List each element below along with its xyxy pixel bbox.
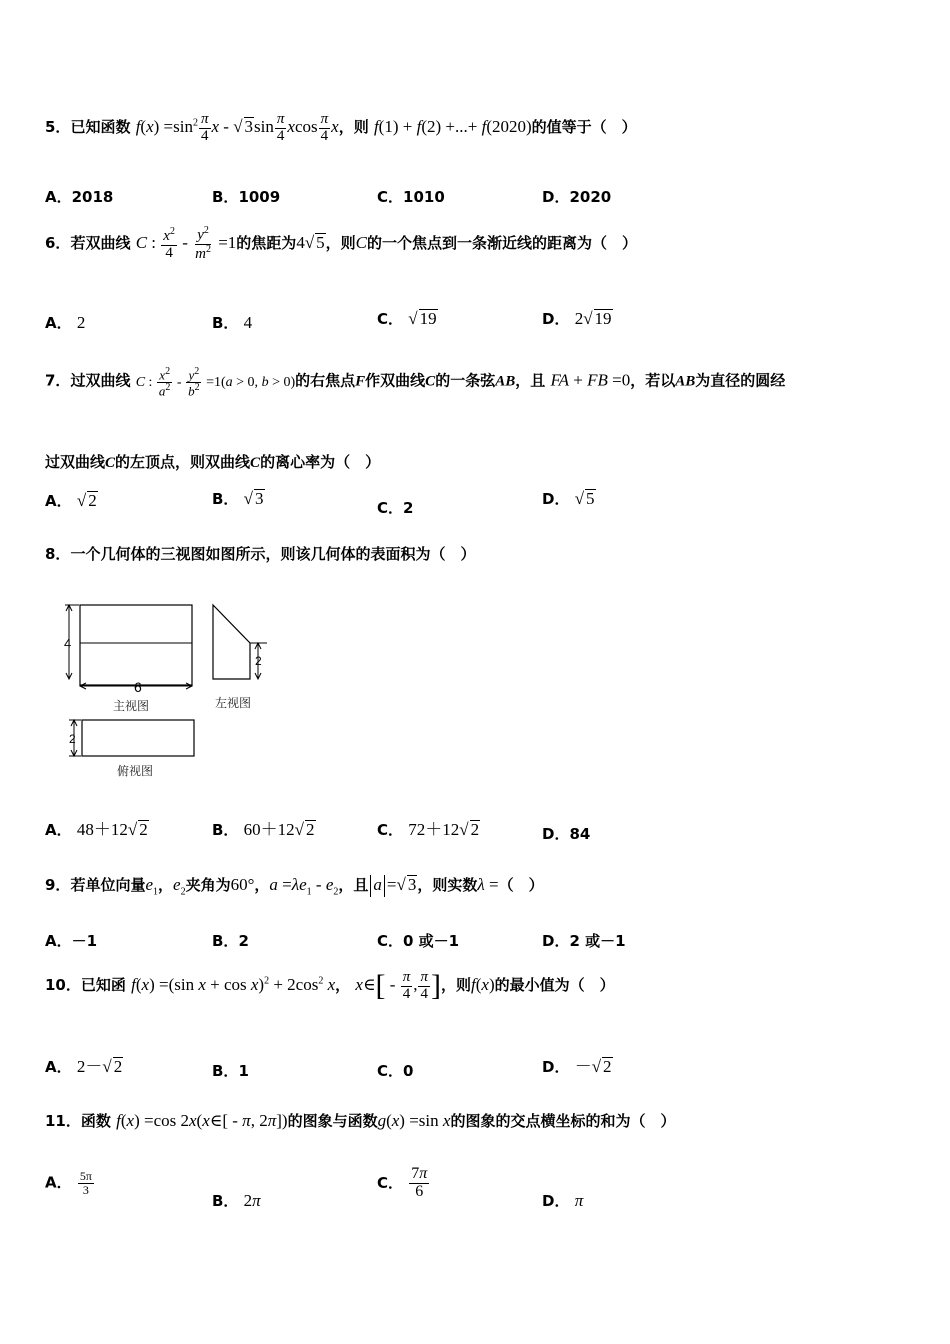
option-b[interactable]: B． 60＋12√ 2	[212, 820, 315, 839]
question-text: 的右焦点	[295, 371, 356, 390]
question-5	[45, 112, 637, 145]
formula: f(x) =cos 2x(x∈[ - π, 2π])	[116, 1111, 288, 1130]
option-d[interactable]: D．2 或－1	[542, 932, 626, 950]
formula: $e_2$	[173, 875, 186, 898]
option-c[interactable]: C．0 或－1	[377, 932, 460, 950]
formula: C : $\frac{x^2}{4}$ - $\frac{y^2}{m^2}$ =1	[135, 225, 237, 262]
three-view-diagram	[55, 595, 285, 785]
formula: f(x) =(sin $x + \cos x)^2 + 2\cos^2$ x	[131, 975, 336, 995]
option-a[interactable]: A． $\frac{5\pi}{3}$	[45, 1169, 92, 1197]
option-c[interactable]: C． $\frac{7\pi}{6}$	[377, 1165, 428, 1200]
question-number: 11．	[45, 1112, 81, 1130]
question-number: 7．	[45, 371, 71, 390]
formula: $f(x) =\sin^2$ $\frac{\pi}{4}$ x - √ 3sin $\frac{\pi}{4}$ xcos $\frac{\pi}{4}$ x	[135, 111, 339, 144]
option-c[interactable]: C．1010	[377, 188, 445, 206]
front-view-caption: 主视图	[113, 699, 150, 713]
question-7-line-2: 过双曲线C的左顶点，则双曲线C的离心率为（ ）	[45, 453, 381, 471]
question-11: 11．函数 f(x) =cos 2x(x∈[ - π, 2π])的图象与函数g(x) =sin x的图象的交点横坐标的和为（ ）	[45, 1111, 676, 1130]
formula: a =√ 3	[368, 875, 417, 894]
option-b[interactable]: B．1	[212, 1062, 249, 1080]
dim-label-4: 4	[64, 636, 72, 651]
question-text: ，则	[325, 234, 356, 253]
formula: $a =\lambda e_1 - e_2$	[269, 875, 339, 898]
option-c[interactable]: C．2	[377, 499, 414, 517]
option-b[interactable]: B． 2π	[212, 1191, 261, 1210]
question-text: 过双曲线	[70, 371, 131, 390]
option-b[interactable]: B．2	[212, 932, 249, 950]
option-b[interactable]: B． 4	[212, 313, 253, 332]
formula: f(1) + f(2) +...+ f(2020)	[373, 117, 532, 137]
option-b[interactable]: B．1009	[212, 188, 281, 206]
question-10: 10．已知函 f(x) =(sin $x + \cos x)^2 + 2\cos^2$ x， x∈[ - $\frac{\pi}{4}$ , $\frac{\pi}{4}$ ]，则f(x)的最小值为（ ）	[45, 969, 615, 1003]
option-c[interactable]: C．0	[377, 1062, 414, 1080]
question-text: 的一个焦点到一条渐近线的距离为（ ）	[367, 234, 638, 253]
formula: FA + FB =0	[550, 370, 631, 390]
question-number: 5．	[45, 118, 71, 137]
option-d[interactable]: D．84	[542, 825, 591, 843]
top-view-rect	[82, 720, 194, 756]
formula: 60°	[230, 875, 255, 894]
dim-label-6: 6	[134, 679, 142, 695]
dim-label-2-top: 2	[69, 732, 76, 746]
side-view-caption: 左视图	[215, 696, 252, 710]
option-a[interactable]: A． 2	[45, 313, 86, 332]
question-text: 已知函数	[70, 118, 131, 137]
question-text: 的焦距为	[236, 234, 297, 253]
formula: g(x) =sin x	[377, 1111, 451, 1130]
question-6	[45, 226, 637, 263]
formula: 4√ 5	[296, 233, 325, 253]
option-c[interactable]: C． √ 19	[377, 309, 437, 328]
option-d[interactable]: D． π	[542, 1191, 584, 1210]
option-a[interactable]: A．－1	[45, 932, 98, 950]
dim-label-2-side: 2	[255, 654, 262, 668]
option-d[interactable]: D． √ 5	[542, 489, 595, 508]
question-8	[45, 543, 475, 564]
formula: x∈[ - $\frac{\pi}{4}$ , $\frac{\pi}{4}$ ]	[355, 969, 441, 1003]
formula: f(x)	[471, 975, 495, 995]
side-view-shape	[213, 605, 250, 679]
option-b[interactable]: B． √ 3	[212, 489, 264, 508]
question-number: 8．	[45, 545, 71, 563]
option-d[interactable]: D． －√ 2	[542, 1057, 612, 1076]
question-number: 6．	[45, 234, 71, 253]
formula: C : $\frac{x^2}{a^2}$ - $\frac{y^2}{b^2}$ =1(a > 0, b > 0)	[135, 366, 296, 399]
question-text: ，则	[338, 118, 369, 137]
question-number: 9．	[45, 876, 71, 894]
option-a[interactable]: A． 2－√ 2	[45, 1057, 123, 1076]
question-7: 7．过双曲线 C : $\frac{x^2}{a^2}$ - $\frac{y^2}{b^2}$ =1(a > 0, b > 0)的右焦点F作双曲线C的一条弦AB，且 FA + FB =0，若以AB为直径的圆经	[45, 366, 786, 399]
question-text: 若双曲线	[70, 234, 131, 253]
option-c[interactable]: C． 72＋12√ 2	[377, 820, 480, 839]
question-9: 9．若单位向量$e_1$，$e_2$夹角为60°，$a =\lambda e_1 - e_2$，且 a =√ 3，则实数λ =（ ）	[45, 875, 544, 898]
option-a[interactable]: A． √ 2	[45, 491, 97, 510]
option-d[interactable]: D．2020	[542, 188, 612, 206]
top-view-caption: 俯视图	[117, 764, 154, 778]
option-d[interactable]: D． 2√ 19	[542, 309, 612, 328]
question-number: 10．	[45, 976, 81, 995]
formula: C	[355, 233, 368, 253]
formula: $e_1$	[145, 875, 158, 898]
option-a[interactable]: A． 48＋12√ 2	[45, 820, 148, 839]
formula: λ	[477, 875, 485, 894]
option-a[interactable]: A．2018	[45, 188, 114, 206]
question-text: 一个几何体的三视图如图所示，则该几何体的表面积为（ ）	[70, 545, 476, 563]
front-view-rect	[80, 605, 192, 685]
question-text: 的值等于（ ）	[531, 118, 637, 137]
